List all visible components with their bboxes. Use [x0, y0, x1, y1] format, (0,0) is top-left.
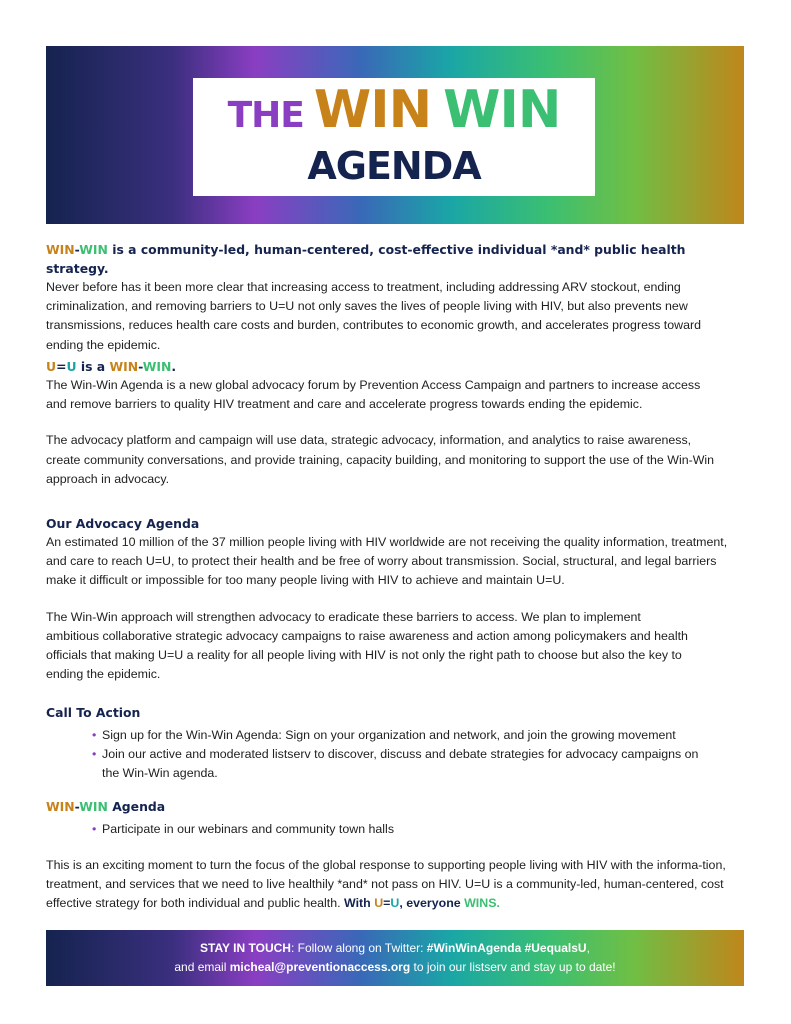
list-item-text: Join our active and moderated listserv to discover, discuss and debate strategies for advocacy campaigns on the Win-Win agenda.: [102, 747, 699, 781]
closing-body: This is an exciting moment to turn the focus of the global response to supporting people living with HIV with the informa-tion, treatment, and services that we need to live healthily *and* not pass on HIV. U=U is a community-led, human-centered, cost effective strategy for both individual and public health.: [46, 858, 726, 911]
h-u-1: U: [46, 359, 57, 374]
closing-u-2: U: [390, 896, 400, 911]
list-item: [92, 820, 746, 839]
logo-agenda: AGENDA: [307, 144, 481, 188]
advocacy-heading: Our Advocacy Agenda: [46, 516, 200, 531]
winwin-agenda-heading: [46, 797, 746, 816]
closing-paragraph: [46, 856, 746, 914]
list-item-text: Participate in our webinars and community town halls: [102, 822, 395, 836]
footer-line1-rest: : Follow along on Twitter:: [290, 941, 427, 955]
footer-line2-start: and email: [174, 960, 230, 974]
lead-rest: is a community-led, human-centered, cost-effective individual *and* public health strategy.: [46, 242, 686, 276]
intro-body: Never before has it been more clear that increasing access to treatment, including addressing ARV stockout, ending criminalization, and removing barriers to U=U not only saves the lives of people living with HIV, but also prevents new transmissions, reduces health care costs and burden, contributes to economic growth, and accelerates progress toward ending the epidemic.: [46, 280, 701, 352]
closing-u-1: U: [374, 896, 384, 911]
advocacy-paragraph-2: The Win-Win approach will strengthen advocacy to eradicate these barriers to access. We plan to implement ambitious collaborative strategic advocacy campaigns to raise awareness and action among policymakers and health officials that making U=U a reality for all people living with HIV is not only the right path to choose but also the key to ending the epidemic.: [46, 609, 688, 682]
winwin-agenda-section: [46, 797, 746, 839]
h-win-2: WIN: [142, 359, 172, 374]
uu-paragraph-2: The advocacy platform and campaign will use data, strategic advocacy, information, and analytics to raise awareness, create community conversations, and provide training, capacity building, and monitoring to support the use of the Win-Win approach in advocacy.: [46, 433, 715, 486]
ww-rest: Agenda: [107, 799, 166, 814]
list-item: [92, 745, 702, 783]
bullet-icon: •: [92, 822, 97, 836]
footer-line-1: [46, 939, 744, 958]
cta-heading: Call To Action: [46, 705, 141, 720]
intro-section: [46, 240, 746, 355]
lead-win-1: WIN: [46, 242, 75, 257]
h-eq: =: [56, 359, 67, 374]
email-link[interactable]: micheal@preventionaccess.org: [229, 960, 411, 974]
logo-the: THE: [227, 95, 304, 136]
closing-eq: =: [383, 896, 391, 911]
ww-win-2: WIN: [79, 799, 108, 814]
ww-win-1: WIN: [46, 799, 75, 814]
intro-lead: [46, 240, 746, 278]
bullet-icon: •: [92, 747, 97, 762]
list-item: [92, 726, 752, 745]
h-dash: -: [138, 359, 143, 374]
advocacy-section: [46, 514, 746, 684]
closing-with: With: [344, 896, 375, 911]
logo-win-1: WIN: [313, 80, 432, 140]
list-item-text: Sign up for the Win-Win Agenda: Sign on your organization and network, and join the growing movement: [102, 728, 676, 742]
bullet-icon: •: [92, 728, 97, 742]
ww-dash: -: [74, 799, 80, 814]
lead-win-2: WIN: [79, 242, 108, 257]
h-isa: is a: [76, 359, 110, 374]
closing-section: [46, 856, 746, 914]
uu-section: [46, 357, 746, 489]
uu-paragraph-1: The Win-Win Agenda is a new global advocacy forum by Prevention Access Campaign and partners to increase access and remove barriers to quality HIV treatment and care and accelerate progress towards ending the epidemic.: [46, 378, 701, 412]
logo-agenda-box: [290, 140, 498, 196]
h-win-1: WIN: [109, 359, 139, 374]
footer-line-2: [46, 958, 744, 977]
footer-text: [46, 930, 744, 977]
h-dot: .: [171, 359, 177, 374]
h-u-2: U: [66, 359, 77, 374]
footer-line1-end: ,: [586, 941, 590, 955]
closing-wins: WINS.: [464, 896, 500, 911]
advocacy-paragraph-1: An estimated 10 million of the 37 million people living with HIV worldwide are not receiving the quality information, treatment, and care to reach U=U, to protect their health and be free of worry about transmission. Social, structural, and legal barriers make it difficult or impossible for too many people living with HIV to achieve and maintain U=U.: [46, 535, 728, 588]
cta-section: [46, 703, 746, 784]
logo-win-2: WIN: [443, 80, 561, 140]
stay-in-touch: STAY IN TOUCH: [200, 941, 291, 955]
closing-everyone: , everyone: [399, 896, 465, 911]
logo-title-line: [193, 80, 595, 140]
cta-list: [46, 726, 752, 784]
footer-line2-end: to join our listserv and stay up to date!: [410, 960, 616, 974]
lead-dash: -: [74, 242, 80, 257]
winwin-list: [46, 820, 746, 839]
uu-heading: [46, 357, 746, 376]
footer-banner: [46, 930, 744, 986]
twitter-hashtags-link[interactable]: #WinWinAgenda #UequalsU: [426, 941, 587, 955]
